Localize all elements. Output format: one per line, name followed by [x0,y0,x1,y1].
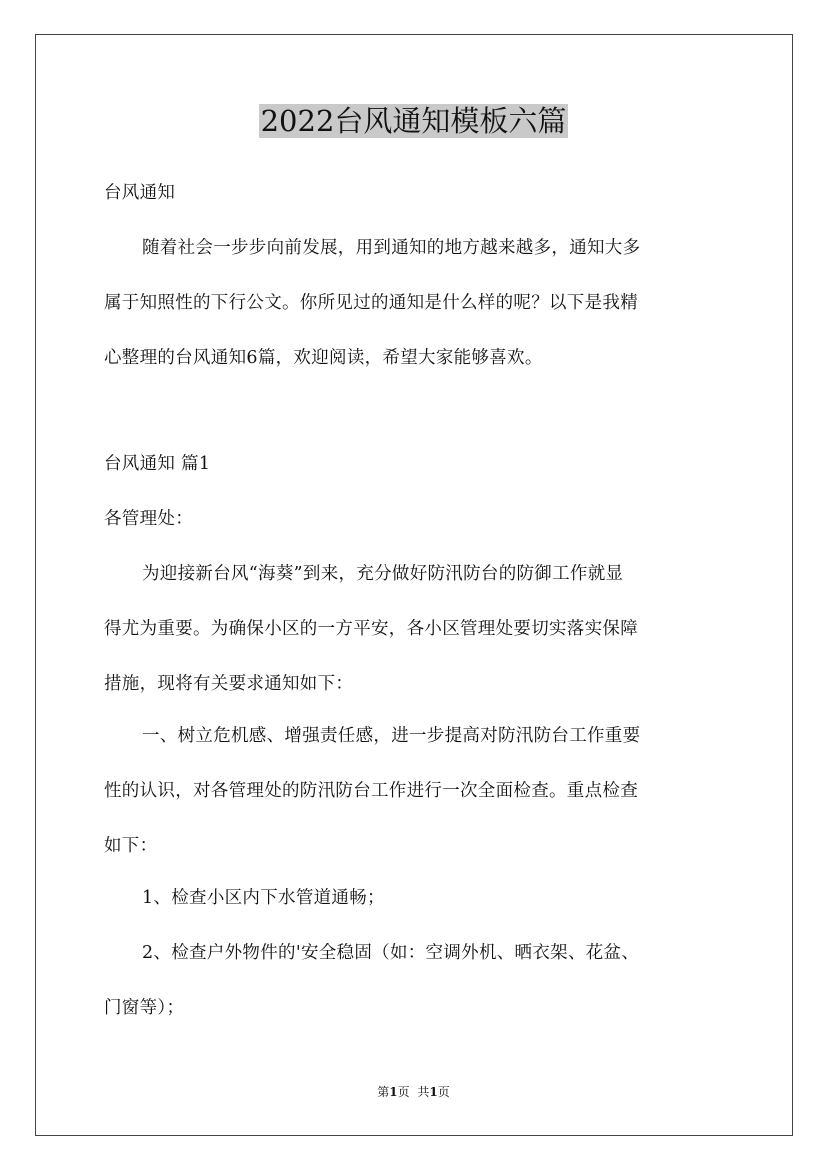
paragraph-line: 2、检查户外物件的'安全稳固（如：空调外机、晒衣架、花盆、 [142,943,640,963]
page-prefix: 第 [377,1085,390,1099]
page-number: 1 [389,1085,398,1099]
body-paragraph-1 [104,562,726,727]
page-suffix: 页 [397,1085,410,1099]
section-heading: 台风通知 [104,183,176,203]
total-suffix: 页 [437,1085,450,1099]
intro-paragraph [104,236,726,401]
paragraph-line: 措施，现将有关要求通知如下： [104,674,354,694]
page-footer [0,1084,827,1100]
paragraph-line: 1、检查小区内下水管道通畅； [142,888,385,908]
total-pages: 1 [429,1085,438,1099]
salutation: 各管理处： [104,509,193,529]
paragraph-line: 门窗等）； [104,998,185,1018]
list-item-2 [104,941,726,1051]
paragraph-line: 为迎接新台风“海葵”到来，充分做好防汛防台的防御工作就显 [142,564,624,584]
list-item-1 [104,886,726,941]
title-text: 2022台风通知模板六篇 [260,104,567,138]
document-title [0,100,827,142]
paragraph-line: 心整理的台风通知6篇，欢迎阅读，希望大家能够喜欢。 [104,348,543,368]
paragraph-line: 性的认识，对各管理处的防汛防台工作进行一次全面检查。重点检查 [104,781,638,801]
paragraph-line: 得尤为重要。为确保小区的一方平安，各小区管理处要切实落实保障 [104,619,638,639]
body-paragraph-2 [104,724,726,889]
total-prefix: 共 [417,1085,430,1099]
paragraph-line: 属于知照性的下行公文。你所见过的通知是什么样的呢？以下是我精 [104,293,638,313]
paragraph-line: 如下： [104,836,158,856]
paragraph-line: 随着社会一步步向前发展，用到通知的地方越来越多，通知大多 [142,238,641,258]
paragraph-line: 一、树立危机感、增强责任感，进一步提高对防汛防台工作重要 [142,726,641,746]
subsection-heading: 台风通知 篇1 [104,454,211,474]
